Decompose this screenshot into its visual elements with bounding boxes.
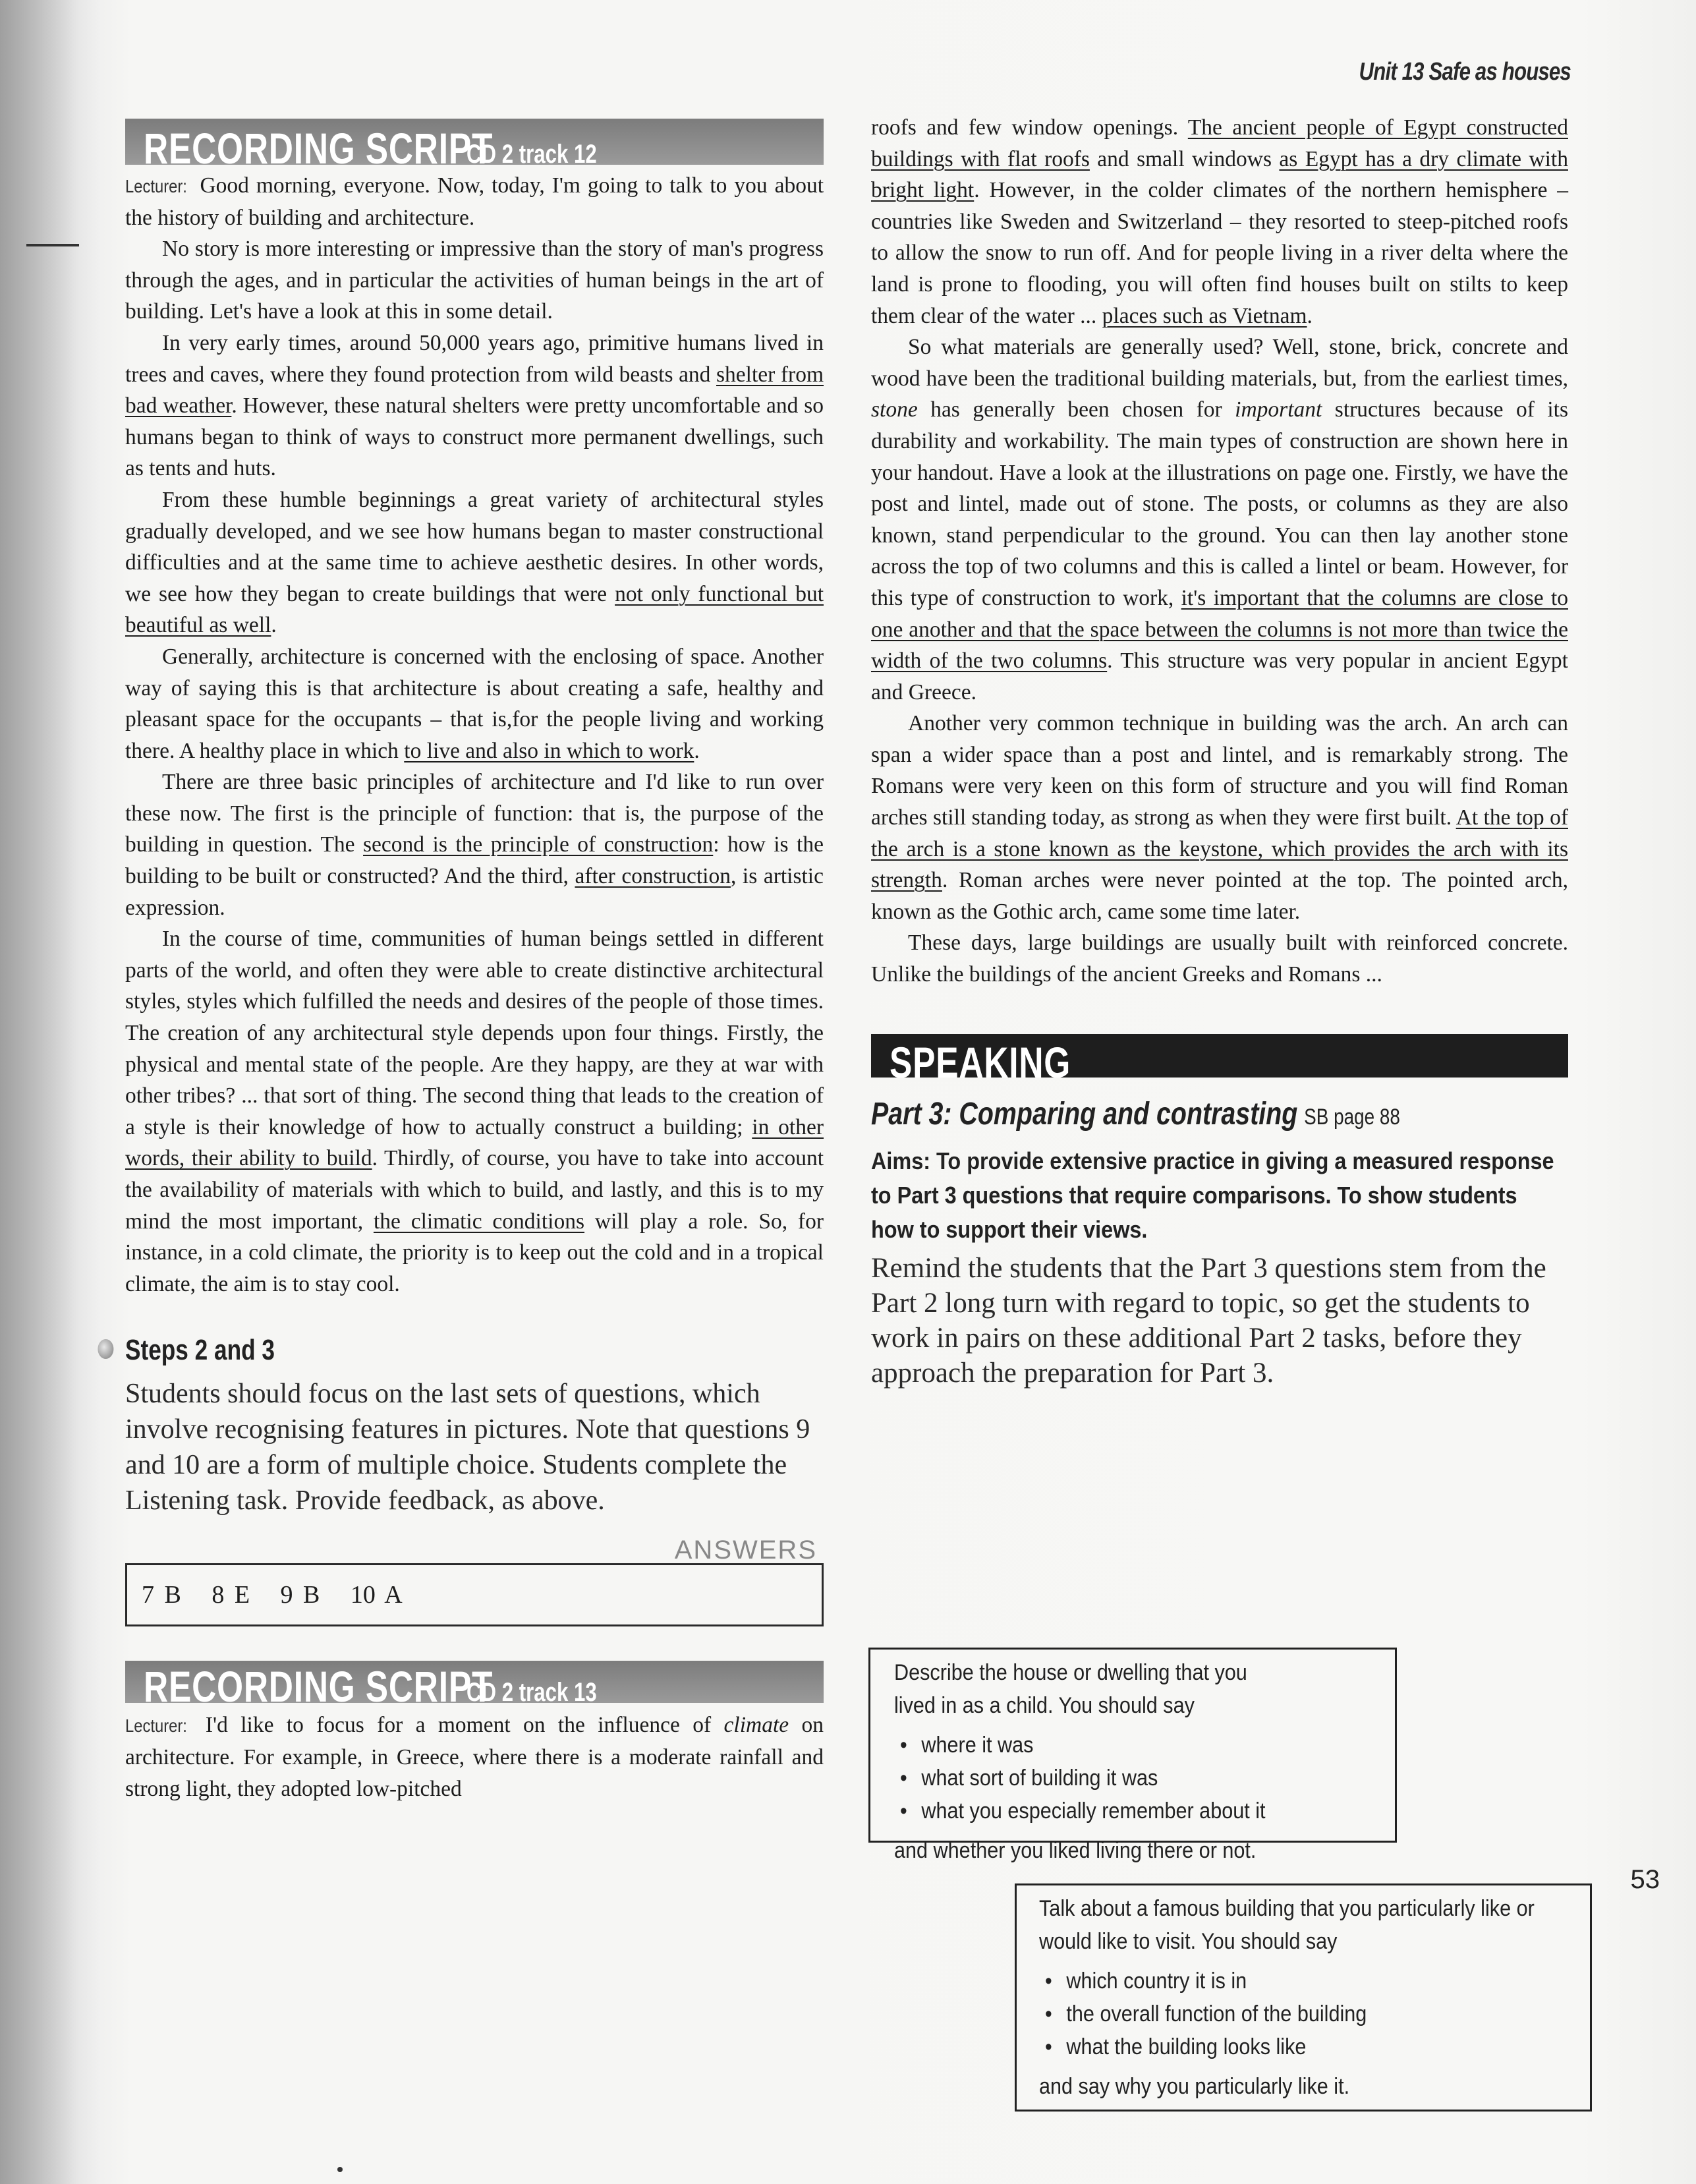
task-closing: and say why you particularly like it. bbox=[1039, 2074, 1350, 2099]
task-card-house bbox=[868, 1648, 1397, 1863]
paragraph: Generally, architecture is concerned with the enclosing of space. Another way of saying this is that architecture is about creating a safe, healthy and pleasant space for the occupants – that is,for the people living and working there. A healthy place in which to live and also in which to work. bbox=[125, 644, 824, 763]
paragraph: There are three basic principles of architecture and I'd like to run over these now. The first is the principle of function: that is, the purpose of the building in question. The second is the principle of construction: how is the building to be built or constructed? And the third, after construction, is artistic expression. bbox=[125, 770, 824, 920]
task-intro: Talk about a famous building that you particularly like or would like to visit. You should say bbox=[1039, 1896, 1535, 1954]
stray-dot bbox=[337, 2167, 343, 2172]
recording-script-12-banner bbox=[125, 119, 824, 165]
remind-text: Remind the students that the Part 3 questions stem from the Part 2 long turn with regard to topic, so get the students to work in pairs on these additional Part 2 tasks, before they approach the preparation for Part 3. bbox=[871, 1252, 1546, 1389]
speaker-label: Lecturer: bbox=[125, 176, 187, 196]
answers-box bbox=[125, 1563, 824, 1626]
page-number: 53 bbox=[1630, 1865, 1660, 1894]
task-bullet: • what you especially remember about it bbox=[894, 1795, 1394, 1827]
task-closing: and whether you liked living there or not. bbox=[894, 1838, 1257, 1863]
speaker-label: Lecturer: bbox=[125, 1715, 187, 1737]
paragraph: From these humble beginnings a great variety of architectural styles gradually developed, and we see how humans began to master constructional difficulties and at the same time to achieve aesthetic desires. In other words, we see how they began to create buildings that were not only functional but beautiful as well. bbox=[125, 487, 824, 638]
recording-script-13-text bbox=[125, 1710, 824, 1804]
paragraph: These days, large buildings are usually built with reinforced concrete. Unlike the buildings of the ancient Greeks and Romans ... bbox=[871, 931, 1568, 987]
paragraph: roofs and few window openings. The ancient people of Egypt constructed buildings with flat roofs and small windows as Egypt has a dry climate with bright light. However, in the colder climates of the northern hemisphere – countries like Sweden and Switzerland – they resorted to steep-pitched roofs to allow the snow to run off. And for people living in a river delta where the land is prone to flooding, you will often find houses built on stilts to keep them clear of the water ... places such as Vietnam. bbox=[871, 115, 1568, 328]
banner-title: RECORDING SCRIPT bbox=[144, 1662, 494, 1704]
task-card-building bbox=[1015, 1883, 1592, 2112]
running-head: Unit 13 Safe as houses bbox=[1359, 58, 1571, 86]
paragraph: Lecturer: I'd like to focus for a moment on the influence of climate on architecture. For example, in Greece, where there is a moderate rainfall and strong light, they adopted low-pitched bbox=[125, 1710, 824, 1804]
paragraph: In very early times, around 50,000 years ago, primitive humans lived in trees and caves, where they found protection from wild beasts and shelter from bad weather. However, these natural shelters were pretty uncomfortable and so humans began to think of ways to construct more permanent dwellings, such as tents and huts. bbox=[125, 330, 824, 481]
task-bullet: • which country it is in bbox=[1039, 1965, 1589, 1997]
margin-mark bbox=[26, 244, 79, 246]
paragraph: In the course of time, communities of human beings settled in different parts of the world, and often they were able to create distinctive architectural styles, styles which fulfilled the needs and desires of the people of those times. The creation of any architectural style depends upon four things. Firstly, the physical and mental state of the people. Are they happy, are they at war with other tribes? ... that sort of thing. The second thing that leads to the creation of a style is their knowledge of how to actually construct a building; in other words, their ability to build. Thirdly, of course, you have to take into account the availability of materials with which to build, and lastly, and this is to my mind the most important, the climatic conditions will play a role. So, for instance, in a cold climate, the priority is to keep out the cold and in a tropical climate, the aim is to stay cool. bbox=[125, 927, 824, 1296]
banner-title: RECORDING SCRIPT bbox=[144, 124, 494, 165]
paragraph: Another very common technique in building was the arch. An arch can span a wider space than a post and lintel, and is remarkably strong. The Romans were very keen on this form of structure and you will find Roman arches still standing today, as strong as when they were first built. At the top of the arch is a stone known as the keystone, which provides the arch with its strength. Roman arches were never pointed at the top. The pointed arch, known as the Gothic arch, came some time later. bbox=[871, 711, 1568, 924]
right-column bbox=[871, 112, 1568, 1391]
task-intro: Describe the house or dwelling that you lived in as a child. You should say bbox=[894, 1660, 1247, 1718]
speaking-banner bbox=[871, 1034, 1568, 1078]
part-title: Part 3: Comparing and contrasting SB page 88 bbox=[871, 1096, 1400, 1132]
banner-title: SPEAKING bbox=[890, 1037, 1071, 1078]
recording-script-13-banner bbox=[125, 1661, 824, 1703]
banner-track: CD 2 track 12 bbox=[466, 140, 597, 165]
aims-text: Aims: To provide extensive practice in giving a measured response to Part 3 questions that require comparisons. To show students how to support their views. bbox=[871, 1147, 1554, 1243]
sb-page-ref: SB page 88 bbox=[1304, 1104, 1400, 1130]
recording-script-12-text bbox=[125, 170, 824, 1300]
task-bullets bbox=[1039, 1965, 1589, 2063]
answers-label: ANSWERS bbox=[674, 1536, 817, 1565]
steps-heading: Steps 2 and 3 bbox=[125, 1334, 684, 1367]
paragraph: Lecturer: Good morning, everyone. Now, today, I'm going to talk to you about the history of building and architecture. bbox=[125, 170, 824, 233]
task-bullets bbox=[894, 1729, 1394, 1827]
left-column bbox=[125, 119, 824, 1804]
paragraph: So what materials are generally used? Well, stone, brick, concrete and wood have been the traditional building materials, but, from the earliest times, stone has generally been chosen for important structures because of its durability and workability. The main types of construction are shown here in your handout. Have a look at the illustrations on page one. Firstly, we have the post and lintel, made out of stone. The posts, or columns as they are also known, stand perpendicular to the ground. You can then lay another stone across the top of two columns and this is called a lintel or beam. However, for this type of construction to work, it's important that the columns are close to one another and that the space between the columns is not more than twice the width of the two columns. This structure was very popular in ancient Egypt and Greece. bbox=[871, 335, 1569, 704]
task-bullet: • the overall function of the building bbox=[1039, 1997, 1589, 2030]
task-bullet: • where it was bbox=[894, 1729, 1394, 1762]
spine-shadow bbox=[0, 0, 99, 2184]
recording-script-13-continued bbox=[871, 112, 1568, 991]
banner-track: CD 2 track 13 bbox=[466, 1678, 597, 1704]
section-bullet-icon bbox=[98, 1339, 113, 1359]
steps-body: Students should focus on the last sets of questions, which involve recognising features in pictures. Note that questions 9 and 10 are a form of multiple choice. Students complete the Listening task. Provide feedback, as above. bbox=[125, 1379, 810, 1516]
task-bullet: • what the building looks like bbox=[1039, 2030, 1589, 2063]
answers-text: 7 B 8 E 9 B 10 A bbox=[142, 1581, 403, 1609]
task-bullet: • what sort of building it was bbox=[894, 1762, 1394, 1795]
paragraph: No story is more interesting or impressive than the story of man's progress through the ages, and in particular the activities of human beings in the art of building. Let's have a look at this in some detail. bbox=[125, 237, 824, 324]
